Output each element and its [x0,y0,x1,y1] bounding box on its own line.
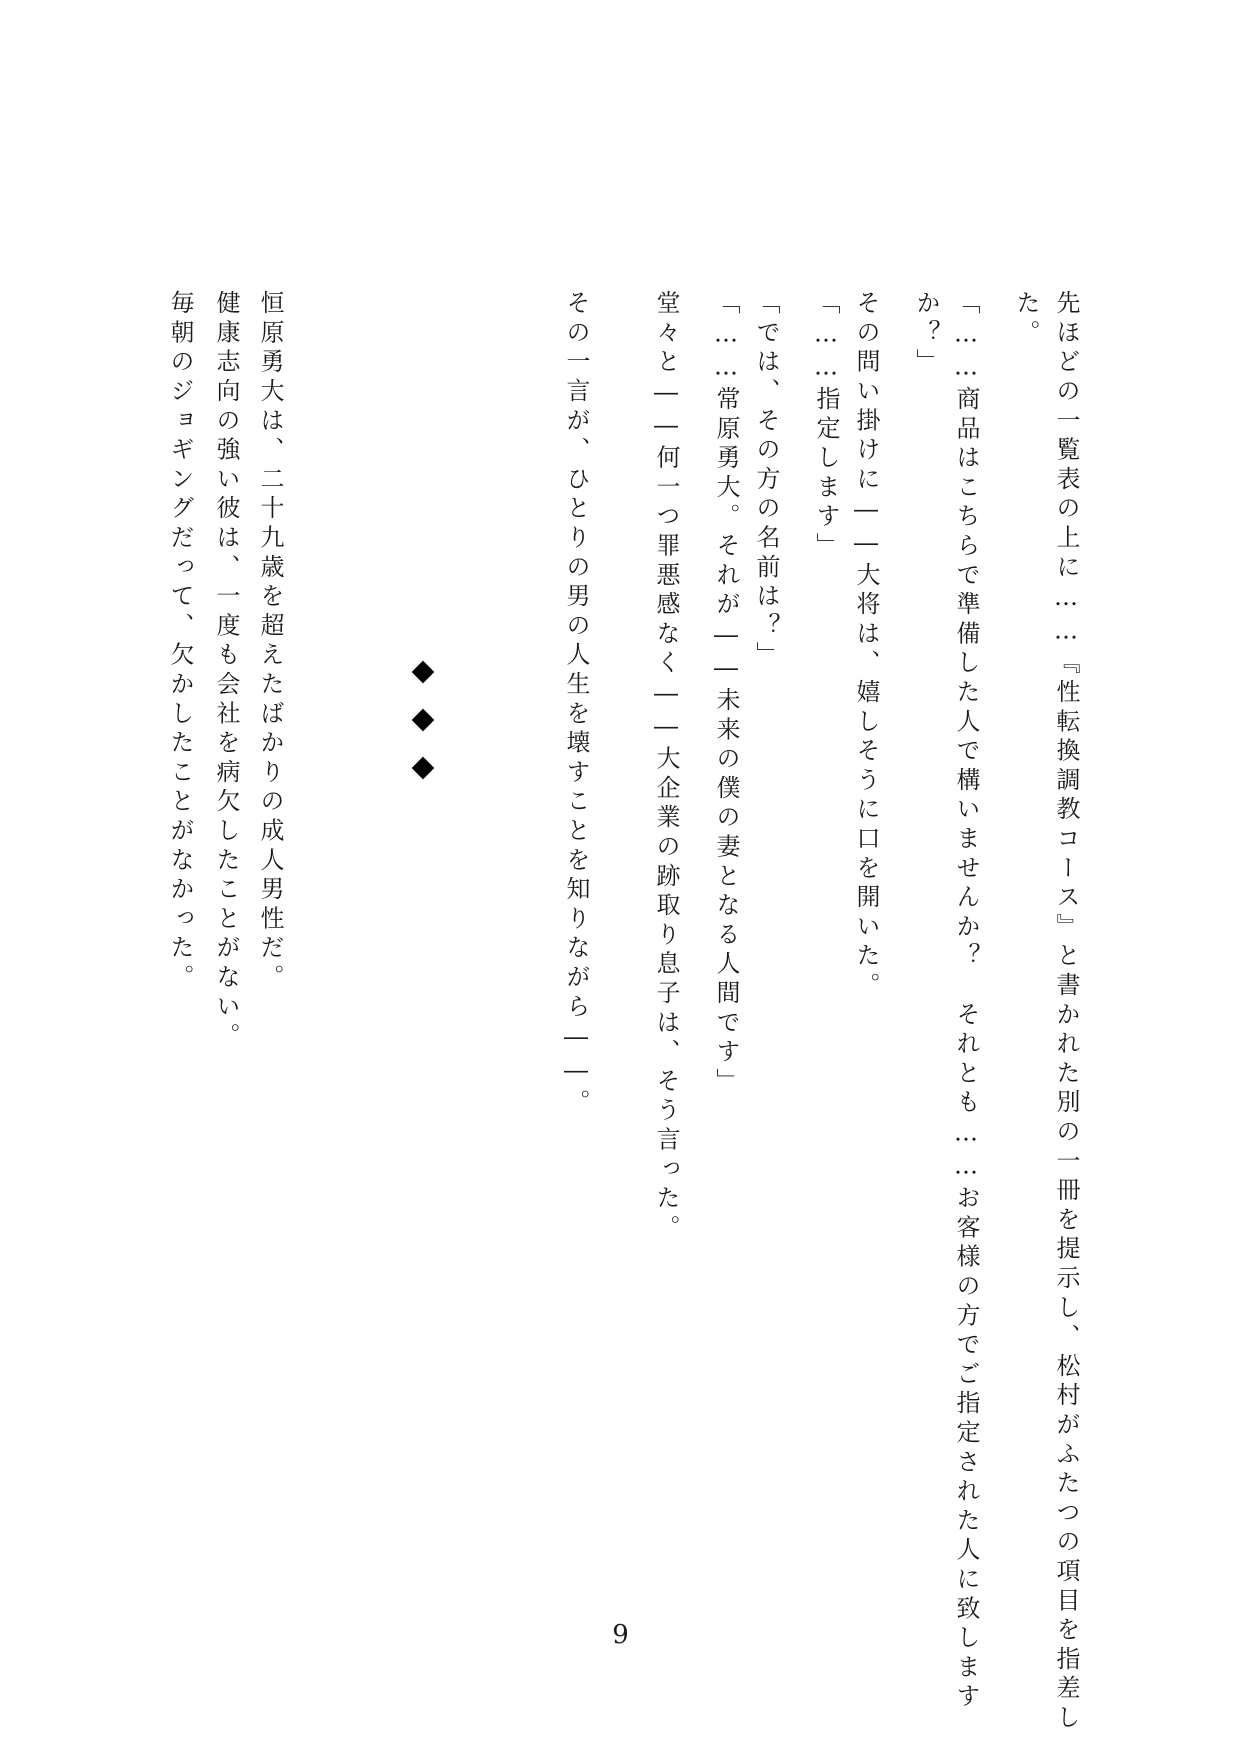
diamond-icon [412,661,435,684]
text-column-5: その問い掛けに――大将は、嬉しそうに口を開いた。 [852,290,880,1002]
text-column-8: 「……常原勇大。それが――未来の僕の妻となる人間です」 [712,290,740,1098]
text-column-11: 恒原勇大は、二十九歳を超えたばかりの成人男性だ。 [256,290,284,994]
text-column-4: か？」 [912,290,940,378]
text-column-12: 健康志向の強い彼は、一度も会社を病欠したことがない。 [212,290,240,1052]
text-column-3: 「……商品はこちらで準備した人で構いませんか？ それとも……お客様の方でご指定された人に致します [952,290,980,1713]
diamond-icon [412,709,435,732]
text-column-1: 先ほどの一覧表の上に……『性転換調教コース』と書かれた別の一冊を提示し、松村がふたつの項目を指差し [1052,290,1080,1734]
section-break-diamonds [403,660,443,770]
page-number: 9 [612,1620,629,1650]
text-column-6: 「……指定します」 [812,290,840,562]
text-column-10: その一言が、ひとりの男の人生を壊すことを知りながら――。 [562,290,590,1119]
text-column-7: 「では、その方の名前は？」 [752,290,780,671]
diamond-icon [412,757,435,780]
text-column-13: 毎朝のジョギングだって、欠かしたことがなかった。 [166,290,194,994]
text-column-2: た。 [1012,290,1040,349]
text-column-9: 堂々と――何一つ罪悪感なく――大企業の跡取り息子は、そう言った。 [652,290,680,1244]
